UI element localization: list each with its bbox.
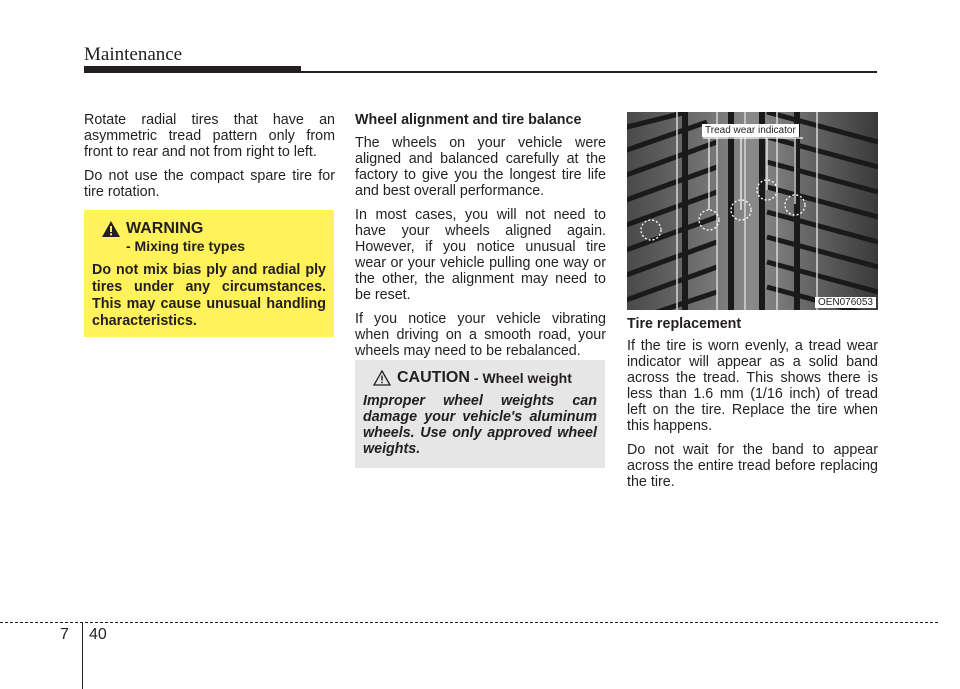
warning-box [84, 210, 334, 337]
alignment-paragraph-3: If you notice your vehicle vibrating when driving on a smooth road, your wheels may need to be rebalanced. [355, 311, 606, 359]
tire-tread-image [627, 112, 878, 310]
figure-code: OEN076053 [815, 297, 876, 308]
warning-header [102, 220, 326, 254]
footer-divider [0, 622, 938, 623]
tread-wear-indicator-callout: Tread wear indicator [702, 124, 799, 137]
alignment-paragraph-2: In most cases, you will not need to have your wheels aligned again. However, if you notice unusual tire wear or your vehicle pulling one way or the other, the alignment may need to be reset. [355, 207, 606, 303]
tire-replacement-heading: Tire replacement [627, 316, 742, 332]
warning-label: WARNING [126, 220, 204, 237]
caution-subtitle: - Wheel weight [473, 370, 572, 386]
column-right [627, 316, 878, 498]
warning-icon [102, 221, 120, 237]
warning-subtitle: - Mixing tire types [126, 238, 246, 254]
caution-label: CAUTION [397, 369, 470, 386]
header-rule-thin [301, 71, 877, 73]
warning-text: Do not mix bias ply and radial ply tires under any circumstances. This may cause unusual handling characteristics. [92, 262, 326, 329]
header-rule [84, 66, 301, 73]
caution-text: Improper wheel weights can damage your vehicle's aluminum wheels. Use only approved wheel weights. [363, 393, 597, 457]
caution-icon [373, 370, 391, 386]
tire-tread-illustration [627, 112, 878, 310]
tire-replacement-paragraph-1: If the tire is worn evenly, a tread wear indicator will appear as a solid band across the tread. This shows there is less than 1.6 mm (1/16 inch) of tread left on the tire. Replace the tire when this happens. [627, 338, 878, 434]
column-middle [355, 112, 606, 367]
rotation-paragraph: Rotate radial tires that have an asymmetric tread pattern only from front to rear and not from right to left. [84, 112, 335, 160]
page-header-title: Maintenance [84, 44, 183, 65]
caution-box [355, 360, 605, 468]
column-left [84, 112, 335, 208]
footer-vertical-rule [82, 622, 83, 689]
spare-tire-paragraph: Do not use the compact spare tire for tire rotation. [84, 168, 335, 200]
chapter-number: 7 [60, 626, 69, 643]
tire-replacement-paragraph-2: Do not wait for the band to appear across the entire tread before replacing the tire. [627, 442, 878, 490]
page-number: 40 [89, 626, 107, 643]
alignment-heading: Wheel alignment and tire balance [355, 112, 582, 128]
alignment-paragraph-1: The wheels on your vehicle were aligned and balanced carefully at the factory to give you the longest tire life and best overall performance. [355, 135, 606, 199]
caution-header [373, 369, 597, 387]
